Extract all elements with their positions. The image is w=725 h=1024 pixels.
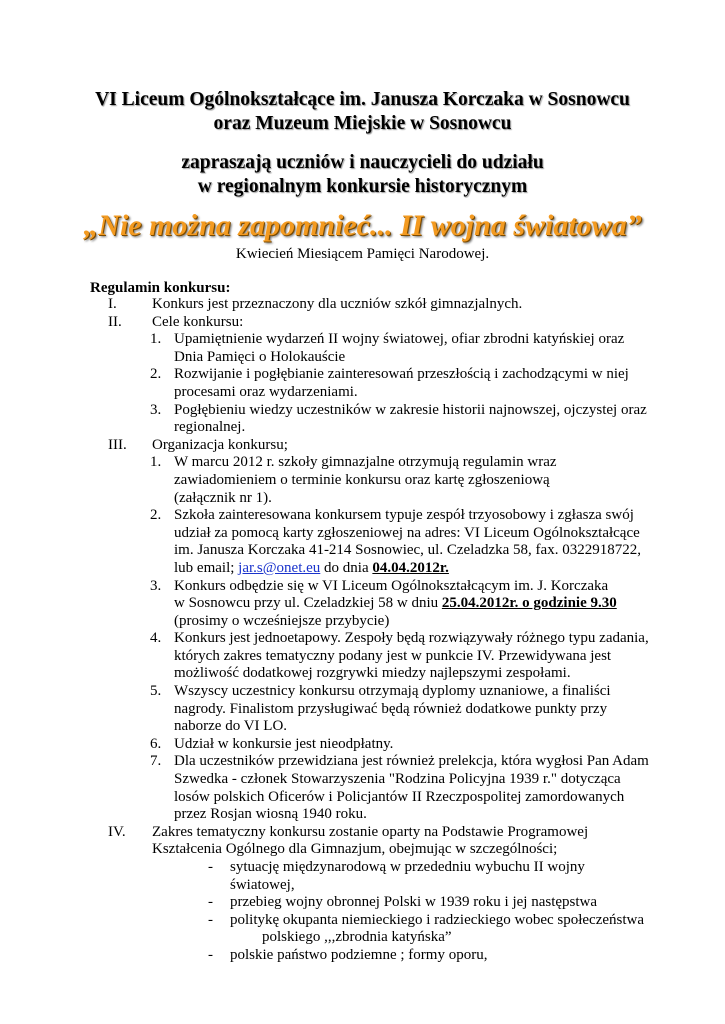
item-text: im. Janusza Korczaka 41-214 Sosnowiec, ul. Czeladzka 58, fax. 0322918722, — [174, 542, 641, 559]
item-text: Szwedka - członek Stowarzyszenia "Rodzina Policyjna 1939 r." dotycząca — [174, 771, 621, 788]
item-text: nagrody. Finalistom przysługiwać będą również dodatkowe punkty przy — [174, 700, 608, 717]
item-text: zawiadomieniem o terminie konkursu oraz kartę zgłoszeniową — [174, 471, 550, 488]
list-item-continuation — [90, 525, 650, 543]
item-number: 1. — [150, 454, 162, 471]
list-item-continuation — [90, 789, 650, 807]
item-text: do dnia — [320, 559, 373, 576]
item-number: 2. — [150, 507, 162, 524]
bullet-item — [90, 912, 650, 930]
regulations-body — [90, 296, 650, 965]
bullet-item — [90, 894, 650, 912]
item-text: regionalnej. — [174, 419, 246, 436]
bullet-text: światowej, — [230, 876, 295, 893]
event-date: 25.04.2012r. o godzinie 9.30 — [441, 595, 617, 612]
dash-bullet: - — [208, 911, 213, 928]
list-item-continuation — [90, 384, 650, 402]
contest-title: „Nie można zapomnieć... II wojna światowa” — [83, 209, 642, 242]
item-text: Dnia Pamięci o Holokauście — [174, 348, 346, 365]
regulations-heading: Regulamin konkursu: — [90, 280, 231, 296]
item-text: Pogłębieniu wiedzy uczestników w zakresie historii najnowszej, ojczystej oraz — [174, 401, 647, 418]
list-item — [90, 630, 650, 648]
section-label: I. — [108, 296, 117, 312]
section-label: III. — [108, 436, 127, 453]
list-item-continuation — [90, 718, 650, 736]
item-text: W marcu 2012 r. szkoły gimnazjalne otrzymują regulamin wraz — [174, 454, 557, 471]
item-text: udział za pomocą karty zgłoszeniowej na adres: VI Liceum Ogólnokształcące — [174, 524, 640, 541]
item-text: losów polskich Oficerów i Policjantów II Rzeczpospolitej zamordowanych — [174, 788, 625, 805]
deadline-date: 04.04.2012r. — [372, 559, 449, 576]
header-institutions — [0, 88, 725, 136]
item-text: Konkurs odbędzie się w VI Liceum Ogólnokształcącym im. J. Korczaka — [174, 577, 609, 594]
header-line-2: oraz Muzeum Miejskie w Sosnowcu — [213, 113, 512, 134]
bullet-text: przebieg wojny obronnej Polski w 1939 roku i jej następstwa — [230, 894, 598, 911]
header-invitation — [0, 151, 725, 199]
section-text: Organizacja konkursu; — [152, 436, 288, 453]
bullet-continuation — [90, 929, 650, 947]
item-text: Wszyscy uczestnicy konkursu otrzymają dyplomy uznaniowe, a finaliści — [174, 683, 611, 700]
list-item-continuation — [90, 490, 650, 508]
list-item — [90, 366, 650, 384]
list-item — [90, 736, 650, 754]
email-link[interactable]: jar.s@onet.eu — [238, 559, 321, 576]
item-number: 5. — [150, 683, 162, 700]
dash-bullet: - — [208, 894, 213, 911]
item-text: Udział w konkursie jest nieodpłatny. — [174, 735, 394, 752]
bullet-continuation — [90, 877, 650, 895]
item-text: Rozwijanie i pogłębianie zainteresowań przeszłością i zachodzącymi w niej — [174, 366, 629, 383]
item-text: procesami oraz wydarzeniami. — [174, 383, 358, 400]
item-text: w Sosnowcu przy ul. Czeladzkiej 58 w dniu — [174, 595, 442, 612]
section-i — [90, 296, 650, 314]
item-text: Upamiętnienie wydarzeń II wojny światowej, ofiar zbrodni katyńskiej oraz — [174, 331, 625, 348]
section-iii — [90, 437, 650, 455]
section-iv — [90, 824, 650, 842]
list-item-continuation — [90, 595, 650, 613]
contact-line — [174, 560, 449, 578]
item-text: Dla uczestników przewidziana jest również prelekcja, która wygłosi Pan Adam — [174, 753, 649, 770]
list-item-continuation — [90, 419, 650, 437]
list-item-continuation — [90, 806, 650, 824]
list-item — [90, 402, 650, 420]
section-label: IV. — [108, 823, 126, 840]
dash-bullet: - — [208, 859, 213, 875]
section-label: II. — [108, 313, 122, 330]
list-item-continuation — [90, 560, 650, 578]
contest-subtitle: Kwiecień Miesiącem Pamięci Narodowej. — [235, 246, 490, 262]
list-item — [90, 331, 650, 349]
list-item — [90, 578, 650, 596]
dash-bullet: - — [208, 946, 213, 963]
section-text: Zakres tematyczny konkursu zostanie oparty na Podstawie Programowej — [152, 823, 589, 840]
list-item — [90, 753, 650, 771]
item-number: 6. — [150, 735, 162, 752]
item-text: lub email; — [174, 559, 239, 576]
item-text: (załącznik nr 1). — [174, 489, 272, 506]
list-item-continuation — [90, 349, 650, 367]
header-line-1: VI Liceum Ogólnokształcące im. Janusza Korczaka w Sosnowcu — [95, 89, 630, 110]
list-item-continuation — [90, 701, 650, 719]
list-item — [90, 683, 650, 701]
bullet-text: sytuację międzynarodową w przededniu wybuchu II wojny — [230, 859, 585, 875]
bullet-item — [90, 859, 650, 877]
item-text: (prosimy o wcześniejsze przybycie) — [174, 612, 390, 629]
item-number: 2. — [150, 366, 162, 383]
list-item — [90, 454, 650, 472]
item-text: których zakres tematyczny podany jest w punkcie IV. Przewidywana jest — [174, 647, 612, 664]
bullet-item — [90, 947, 650, 965]
item-number: 1. — [150, 331, 162, 348]
item-text: możliwość dodatkowej rozgrywki miedzy najlepszymi zespołami. — [174, 665, 571, 682]
venue-line — [174, 595, 617, 613]
item-text: Konkurs jest jednoetapowy. Zespoły będą rozwiązywały różnego typu zadania, — [174, 630, 649, 647]
section-text: Cele konkursu: — [152, 313, 244, 330]
header-line-3: zapraszają uczniów i nauczycieli do udziału — [181, 152, 544, 173]
list-item-continuation — [90, 648, 650, 666]
item-text: Szkoła zainteresowana konkursem typuje zespół trzyosobowy i zgłasza swój — [174, 507, 634, 524]
list-item-continuation — [90, 472, 650, 490]
section-continuation — [90, 841, 650, 859]
section-ii — [90, 314, 650, 332]
item-text: naborze do VI LO. — [174, 718, 288, 735]
bullet-text: polskie państwo podziemne ; formy oporu, — [230, 946, 488, 963]
item-number: 4. — [150, 630, 162, 647]
list-item-continuation — [90, 613, 650, 631]
header-line-4: w regionalnym konkursie historycznym — [197, 176, 528, 197]
item-number: 7. — [150, 753, 162, 770]
list-item-continuation — [90, 771, 650, 789]
item-number: 3. — [150, 401, 162, 418]
item-number: 3. — [150, 577, 162, 594]
section-text: Konkurs jest przeznaczony dla uczniów szkół gimnazjalnych. — [152, 296, 523, 312]
section-text: Kształcenia Ogólnego dla Gimnazjum, obejmując w szczególności; — [152, 841, 558, 858]
list-item — [90, 507, 650, 525]
bullet-text: politykę okupanta niemieckiego i radzieckiego wobec społeczeństwa — [230, 911, 645, 928]
list-item-continuation — [90, 542, 650, 560]
list-item-continuation — [90, 665, 650, 683]
bullet-text: polskiego ,,,zbrodnia katyńska” — [262, 929, 452, 946]
item-text: przez Rosjan wiosną 1940 roku. — [174, 806, 367, 823]
